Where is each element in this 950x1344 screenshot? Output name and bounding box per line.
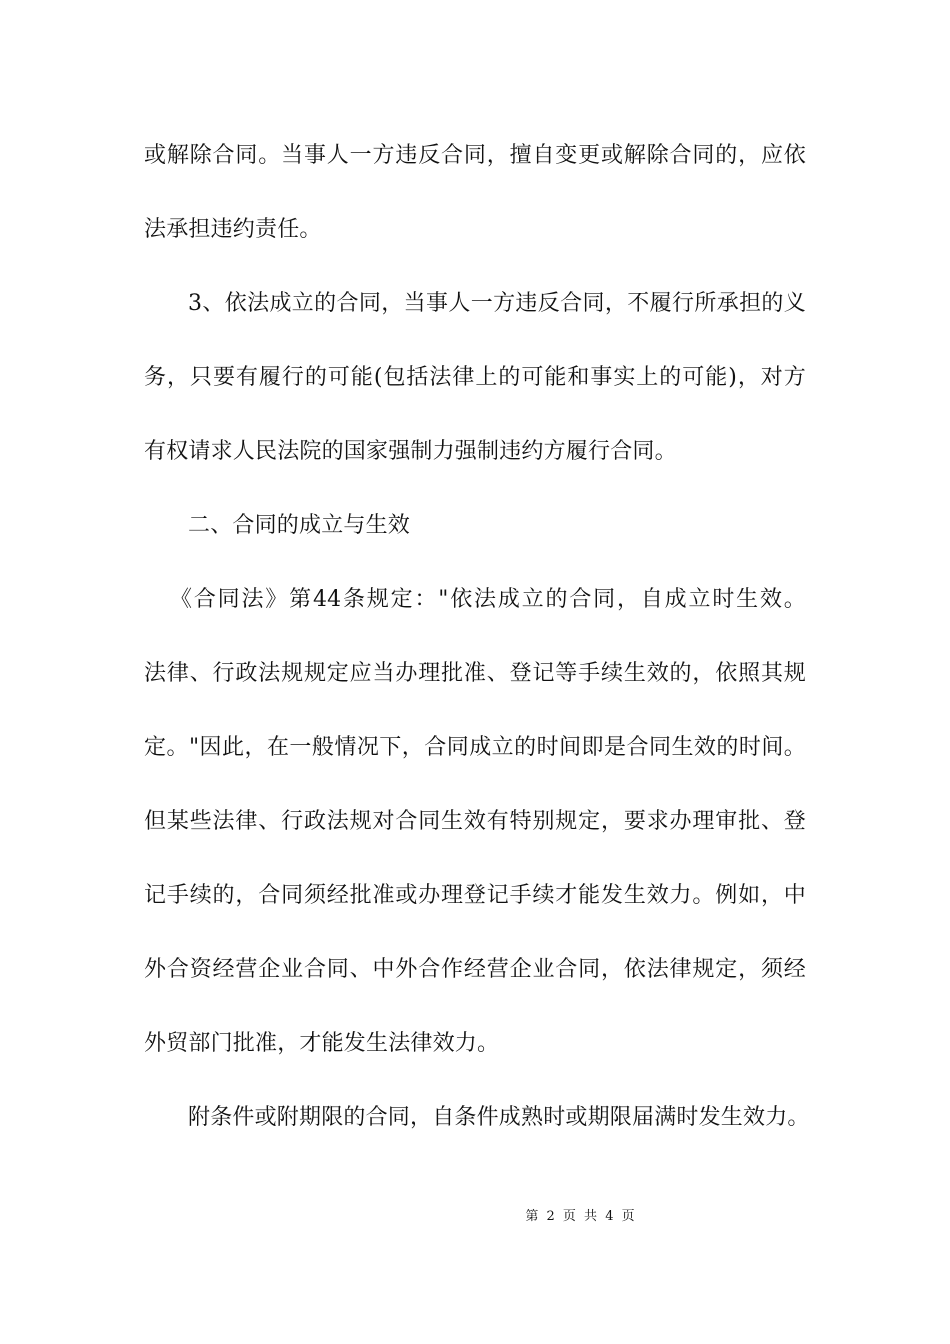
text-line-1: 或解除合同。当事人一方违反合同，擅自变更或解除合同的，应依	[144, 143, 806, 168]
section-heading: 二、合同的成立与生效	[188, 513, 411, 538]
text-line-8: 法律、行政法规规定应当办理批准、登记等手续生效的，依照其规	[144, 661, 806, 686]
text-line-13: 外贸部门批准，才能发生法律效力。	[144, 1031, 500, 1056]
text-line-10: 但某些法律、行政法规对合同生效有特别规定，要求办理审批、登	[144, 809, 806, 834]
text-line-2: 法承担违约责任。	[144, 217, 322, 242]
text-line-7: 《合同法》第44条规定："依法成立的合同，自成立时生效。	[170, 587, 806, 612]
text-line-11: 记手续的，合同须经批准或办理登记手续才能发生效力。例如，中	[144, 883, 806, 908]
text-line-5: 有权请求人民法院的国家强制力强制违约方履行合同。	[144, 439, 677, 464]
text-line-12: 外合资经营企业合同、中外合作经营企业合同，依法律规定，须经	[144, 957, 806, 982]
text-line-4: 务，只要有履行的可能(包括法律上的可能和事实上的可能)，对方	[144, 365, 806, 390]
page-footer: 第 2 页 共 4 页	[525, 1209, 635, 1224]
text-line-3: 3、依法成立的合同，当事人一方违反合同，不履行所承担的义	[188, 291, 806, 316]
text-line-14: 附条件或附期限的合同，自条件成熟时或期限届满时发生效力。	[188, 1105, 810, 1130]
text-line-9: 定。"因此，在一般情况下，合同成立的时间即是合同生效的时间。	[144, 735, 806, 760]
